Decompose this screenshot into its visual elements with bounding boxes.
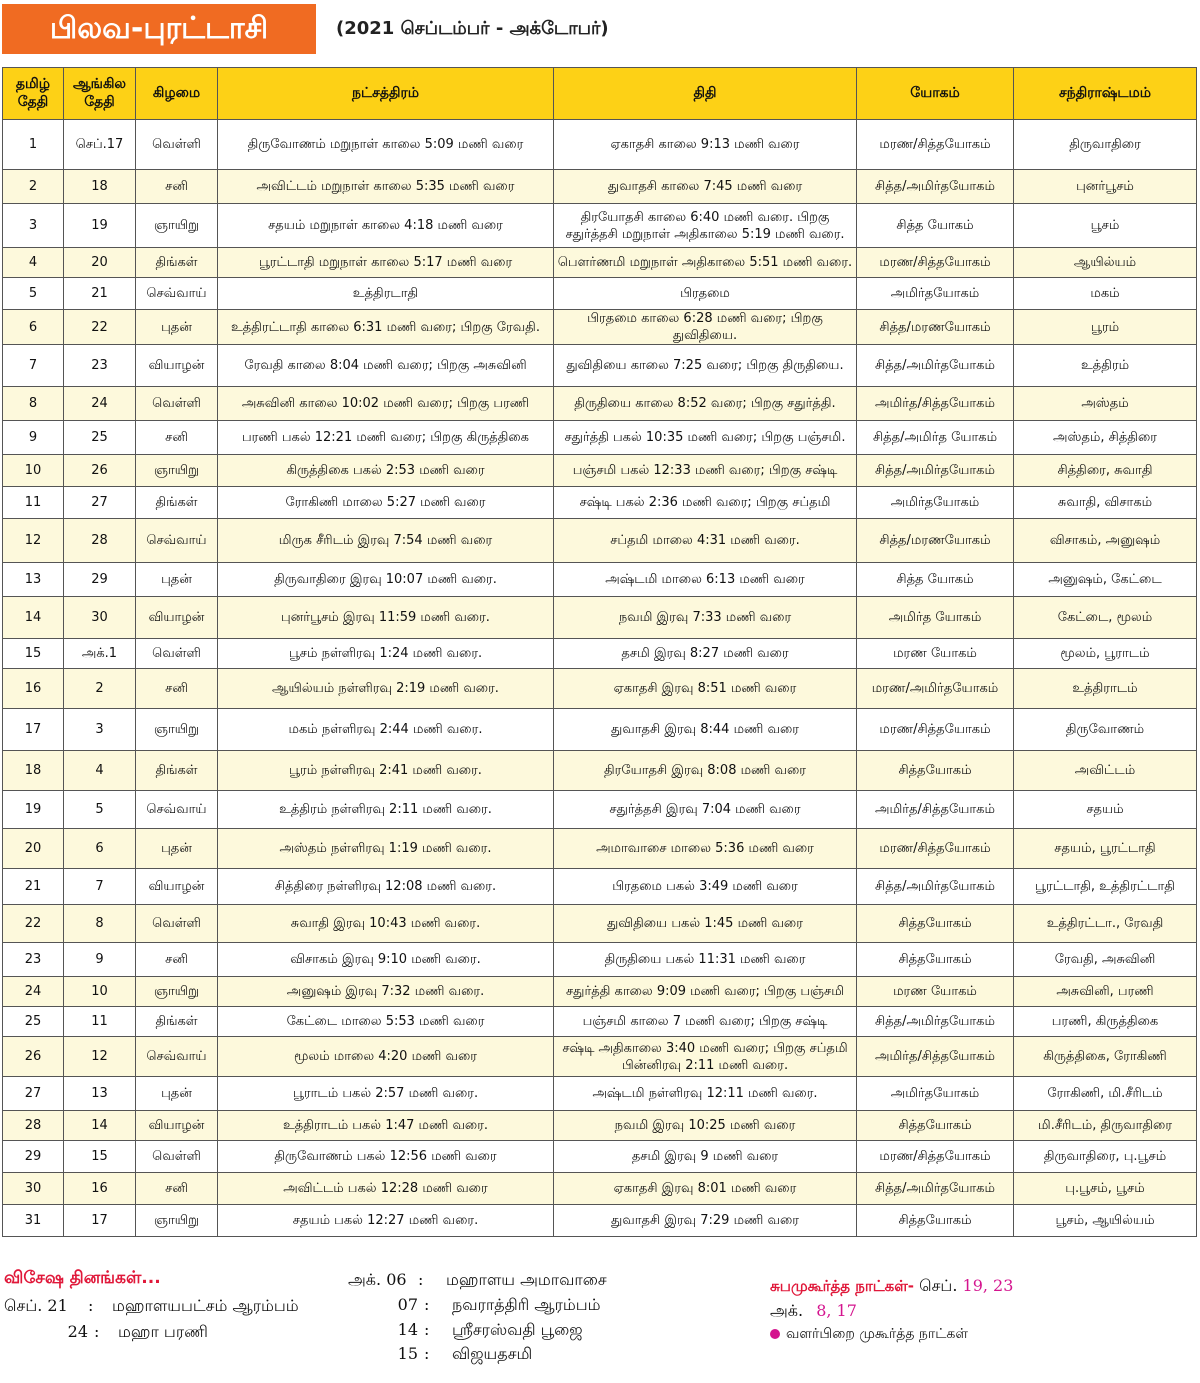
weekday-cell: திங்கள் — [136, 751, 218, 791]
nakshatra-cell: உத்திரட்டாதி காலை 6:31 மணி வரை; பிறகு ரேவதி. — [218, 310, 554, 345]
nakshatra-cell: கேட்டை மாலை 5:53 மணி வரை — [218, 1007, 554, 1037]
weekday-cell: வியாழன் — [136, 1111, 218, 1141]
english-date-cell: 28 — [64, 519, 136, 563]
english-date-cell: 13 — [64, 1077, 136, 1111]
thithi-cell: சஷ்டி அதிகாலை 3:40 மணி வரை; பிறகு சப்தமி பின்னிரவு 2:11 மணி வரை. — [554, 1037, 857, 1077]
tamil-date-cell: 23 — [3, 943, 64, 977]
special-day-event: விஜயதசமி — [452, 1344, 533, 1363]
weekday-cell: திங்கள் — [136, 1007, 218, 1037]
nakshatra-cell: பூரம் நள்ளிரவு 2:41 மணி வரை. — [218, 751, 554, 791]
thithi-cell: பஞ்சமி காலை 7 மணி வரை; பிறகு சஷ்டி — [554, 1007, 857, 1037]
thithi-cell: திரயோதசி காலை 6:40 மணி வரை. பிறகு சதுர்த்தசி மறுநாள் அதிகாலை 5:19 மணி வரை. — [554, 204, 857, 248]
weekday-cell: ஞாயிறு — [136, 709, 218, 751]
yogam-cell: அமிர்த/சித்தயோகம் — [857, 791, 1014, 829]
page-subtitle: (2021 செப்டம்பர் - அக்டோபர்) — [336, 18, 609, 39]
tamil-date-cell: 11 — [3, 487, 64, 519]
tamil-date-cell: 1 — [3, 120, 64, 170]
col-header-chandrashtamam: சந்திராஷ்டமம் — [1014, 68, 1197, 120]
special-day-item — [4, 1322, 208, 1343]
nakshatra-cell: உத்திராடம் பகல் 1:47 மணி வரை. — [218, 1111, 554, 1141]
yogam-cell: அமிர்தயோகம் — [857, 278, 1014, 310]
weekday-cell: புதன் — [136, 829, 218, 869]
nakshatra-cell: சித்திரை நள்ளிரவு 12:08 மணி வரை. — [218, 869, 554, 905]
thithi-cell: துவாதசி இரவு 7:29 மணி வரை — [554, 1205, 857, 1237]
thithi-cell: துவாதசி இரவு 8:44 மணி வரை — [554, 709, 857, 751]
tamil-date-cell: 19 — [3, 791, 64, 829]
chandrashtamam-cell: மி.சீரிடம், திருவாதிரை — [1014, 1111, 1197, 1141]
table-row — [3, 1007, 1197, 1037]
weekday-cell: வெள்ளி — [136, 120, 218, 170]
weekday-cell: ஞாயிறு — [136, 455, 218, 487]
yogam-cell: அமிர்தயோகம் — [857, 1077, 1014, 1111]
tamil-date-cell: 3 — [3, 204, 64, 248]
weekday-cell: செவ்வாய் — [136, 278, 218, 310]
col-header-weekday: கிழமை — [136, 68, 218, 120]
special-day-event: மஹாளய அமாவாசை — [446, 1270, 607, 1289]
table-row — [3, 869, 1197, 905]
table-row — [3, 905, 1197, 943]
thithi-cell: அஷ்டமி நள்ளிரவு 12:11 மணி வரை. — [554, 1077, 857, 1111]
yogam-cell: சித்த/மரணயோகம் — [857, 310, 1014, 345]
table-row — [3, 977, 1197, 1007]
special-day-item — [348, 1270, 607, 1291]
nakshatra-cell: மிருக சீரிடம் இரவு 7:54 மணி வரை — [218, 519, 554, 563]
chandrashtamam-cell: மூலம், பூராடம் — [1014, 639, 1197, 669]
chandrashtamam-cell: விசாகம், அனுஷம் — [1014, 519, 1197, 563]
muhurtham-oct-label: அக். — [770, 1301, 804, 1320]
english-date-cell: 12 — [64, 1037, 136, 1077]
weekday-cell: புதன் — [136, 310, 218, 345]
chandrashtamam-cell: பரணி, கிருத்திகை — [1014, 1007, 1197, 1037]
weekday-cell: புதன் — [136, 1077, 218, 1111]
special-day-item — [348, 1320, 583, 1341]
english-date-cell: 21 — [64, 278, 136, 310]
yogam-cell: சித்த/அமிர்தயோகம் — [857, 170, 1014, 204]
weekday-cell: ஞாயிறு — [136, 1205, 218, 1237]
table-row — [3, 170, 1197, 204]
yogam-cell: சித்த/அமிர்தயோகம் — [857, 345, 1014, 387]
yogam-cell: சித்த யோகம் — [857, 204, 1014, 248]
nakshatra-cell: திருவாதிரை இரவு 10:07 மணி வரை. — [218, 563, 554, 597]
special-day-date: அக். 06 — [348, 1270, 407, 1289]
table-row — [3, 791, 1197, 829]
chandrashtamam-cell: அசுவினி, பரணி — [1014, 977, 1197, 1007]
special-day-date: 24 — [67, 1322, 88, 1341]
legend-label: வளர்பிறை முகூர்த்த நாட்கள் — [786, 1326, 968, 1342]
thithi-cell: திரயோதசி இரவு 8:08 மணி வரை — [554, 751, 857, 791]
tamil-date-cell: 2 — [3, 170, 64, 204]
legend — [770, 1326, 968, 1344]
nakshatra-cell: உத்திரம் நள்ளிரவு 2:11 மணி வரை. — [218, 791, 554, 829]
table-row — [3, 487, 1197, 519]
nakshatra-cell: அஸ்தம் நள்ளிரவு 1:19 மணி வரை. — [218, 829, 554, 869]
weekday-cell: வெள்ளி — [136, 905, 218, 943]
chandrashtamam-cell: உத்திரட்டா., ரேவதி — [1014, 905, 1197, 943]
tamil-date-cell: 8 — [3, 387, 64, 421]
english-date-cell: அக்.1 — [64, 639, 136, 669]
yogam-cell: அமிர்த/சித்தயோகம் — [857, 1037, 1014, 1077]
chandrashtamam-cell: பு.பூசம், பூசம் — [1014, 1173, 1197, 1205]
chandrashtamam-cell: ஆயில்யம் — [1014, 248, 1197, 278]
table-row — [3, 204, 1197, 248]
thithi-cell: பிரதமை பகல் 3:49 மணி வரை — [554, 869, 857, 905]
chandrashtamam-cell: திருவாதிரை — [1014, 120, 1197, 170]
english-date-cell: 4 — [64, 751, 136, 791]
table-row — [3, 943, 1197, 977]
tamil-date-cell: 16 — [3, 669, 64, 709]
special-day-sep: : — [424, 1320, 430, 1339]
chandrashtamam-cell: அஸ்தம், சித்திரை — [1014, 421, 1197, 455]
special-day-date: 15 — [397, 1344, 418, 1363]
tamil-date-cell: 5 — [3, 278, 64, 310]
col-header-english-date: ஆங்கில தேதி — [64, 68, 136, 120]
english-date-cell: 18 — [64, 170, 136, 204]
weekday-cell: சனி — [136, 669, 218, 709]
weekday-cell: சனி — [136, 1173, 218, 1205]
nakshatra-cell: பூரட்டாதி மறுநாள் காலை 5:17 மணி வரை — [218, 248, 554, 278]
table-row — [3, 1037, 1197, 1077]
thithi-cell: திருதியை காலை 8:52 வரை; பிறகு சதுர்த்தி. — [554, 387, 857, 421]
nakshatra-cell: பரணி பகல் 12:21 மணி வரை; பிறகு கிருத்திகை — [218, 421, 554, 455]
special-day-item — [4, 1296, 299, 1317]
special-days-heading: விசேஷ தினங்கள்... — [4, 1268, 161, 1288]
yogam-cell: மரண/சித்தயோகம் — [857, 248, 1014, 278]
tamil-date-cell: 6 — [3, 310, 64, 345]
tamil-date-cell: 14 — [3, 597, 64, 639]
chandrashtamam-cell: திருவாதிரை, பு.பூசம் — [1014, 1141, 1197, 1173]
weekday-cell: வியாழன் — [136, 345, 218, 387]
nakshatra-cell: சதயம் மறுநாள் காலை 4:18 மணி வரை — [218, 204, 554, 248]
yogam-cell: அமிர்தயோகம் — [857, 487, 1014, 519]
table-row — [3, 709, 1197, 751]
col-header-nakshatra: நட்சத்திரம் — [218, 68, 554, 120]
english-date-cell: 15 — [64, 1141, 136, 1173]
muhurtham-heading: சுபமுகூர்த்த நாட்கள்- — [770, 1277, 915, 1295]
chandrashtamam-cell: பூசம் — [1014, 204, 1197, 248]
chandrashtamam-cell: சுவாதி, விசாகம் — [1014, 487, 1197, 519]
tamil-date-cell: 12 — [3, 519, 64, 563]
chandrashtamam-cell: அனுஷம், கேட்டை — [1014, 563, 1197, 597]
weekday-cell: செவ்வாய் — [136, 791, 218, 829]
tamil-date-cell: 31 — [3, 1205, 64, 1237]
table-row — [3, 120, 1197, 170]
thithi-cell: நவமி இரவு 7:33 மணி வரை — [554, 597, 857, 639]
english-date-cell: 23 — [64, 345, 136, 387]
yogam-cell: மரண/சித்தயோகம் — [857, 829, 1014, 869]
footer — [0, 1264, 1200, 1383]
thithi-cell: துவிதியை காலை 7:25 வரை; பிறகு திருதியை. — [554, 345, 857, 387]
nakshatra-cell: உத்திரடாதி — [218, 278, 554, 310]
english-date-cell: 14 — [64, 1111, 136, 1141]
english-date-cell: 7 — [64, 869, 136, 905]
yogam-cell: சித்தயோகம் — [857, 1111, 1014, 1141]
table-row — [3, 1111, 1197, 1141]
table-row — [3, 1077, 1197, 1111]
weekday-cell: திங்கள் — [136, 248, 218, 278]
thithi-cell: தசமி இரவு 9 மணி வரை — [554, 1141, 857, 1173]
thithi-cell: துவிதியை பகல் 1:45 மணி வரை — [554, 905, 857, 943]
nakshatra-cell: ஆயில்யம் நள்ளிரவு 2:19 மணி வரை. — [218, 669, 554, 709]
table-row — [3, 421, 1197, 455]
special-day-sep: : — [418, 1270, 424, 1289]
special-day-event: மஹா பரணி — [118, 1322, 208, 1341]
table-row — [3, 310, 1197, 345]
nakshatra-cell: புனர்பூசம் இரவு 11:59 மணி வரை. — [218, 597, 554, 639]
muhurtham-oct-line — [770, 1301, 857, 1322]
weekday-cell: வியாழன் — [136, 869, 218, 905]
nakshatra-cell: மூலம் மாலை 4:20 மணி வரை — [218, 1037, 554, 1077]
table-row — [3, 278, 1197, 310]
table-row — [3, 387, 1197, 421]
english-date-cell: 30 — [64, 597, 136, 639]
nakshatra-cell: சதயம் பகல் 12:27 மணி வரை. — [218, 1205, 554, 1237]
weekday-cell: சனி — [136, 421, 218, 455]
chandrashtamam-cell: சதயம் — [1014, 791, 1197, 829]
weekday-cell: வெள்ளி — [136, 387, 218, 421]
weekday-cell: செவ்வாய் — [136, 519, 218, 563]
yogam-cell: மரண/சித்தயோகம் — [857, 120, 1014, 170]
yogam-cell: அமிர்த/சித்தயோகம் — [857, 387, 1014, 421]
english-date-cell: 20 — [64, 248, 136, 278]
thithi-cell: பௌர்ணமி மறுநாள் அதிகாலை 5:51 மணி வரை. — [554, 248, 857, 278]
pink-dot-icon — [770, 1329, 780, 1339]
muhurtham-sep-days: 19, 23 — [962, 1276, 1014, 1295]
table-row — [3, 519, 1197, 563]
weekday-cell: வெள்ளி — [136, 639, 218, 669]
thithi-cell: தசமி இரவு 8:27 மணி வரை — [554, 639, 857, 669]
chandrashtamam-cell: கிருத்திகை, ரோகிணி — [1014, 1037, 1197, 1077]
nakshatra-cell: விசாகம் இரவு 9:10 மணி வரை. — [218, 943, 554, 977]
special-day-sep: : — [88, 1296, 94, 1315]
chandrashtamam-cell: ரோகிணி, மி.சீரிடம் — [1014, 1077, 1197, 1111]
english-date-cell: 24 — [64, 387, 136, 421]
english-date-cell: 6 — [64, 829, 136, 869]
special-day-sep: : — [94, 1322, 100, 1341]
english-date-cell: 16 — [64, 1173, 136, 1205]
yogam-cell: மரண யோகம் — [857, 639, 1014, 669]
tamil-date-cell: 28 — [3, 1111, 64, 1141]
yogam-cell: சித்த யோகம் — [857, 563, 1014, 597]
table-row — [3, 1205, 1197, 1237]
english-date-cell: 29 — [64, 563, 136, 597]
muhurtham-sep-line — [770, 1276, 1013, 1297]
thithi-cell: சப்தமி மாலை 4:31 மணி வரை. — [554, 519, 857, 563]
nakshatra-cell: திருவோணம் பகல் 12:56 மணி வரை — [218, 1141, 554, 1173]
english-date-cell: 26 — [64, 455, 136, 487]
english-date-cell: செப்.17 — [64, 120, 136, 170]
chandrashtamam-cell: உத்திராடம் — [1014, 669, 1197, 709]
weekday-cell: சனி — [136, 943, 218, 977]
yogam-cell: மரண/சித்தயோகம் — [857, 1141, 1014, 1173]
yogam-cell: அமிர்த யோகம் — [857, 597, 1014, 639]
special-day-date: 07 — [397, 1295, 418, 1314]
chandrashtamam-cell: பூரம் — [1014, 310, 1197, 345]
thithi-cell: சதுர்த்தசி இரவு 7:04 மணி வரை — [554, 791, 857, 829]
nakshatra-cell: ரேவதி காலை 8:04 மணி வரை; பிறகு அசுவினி — [218, 345, 554, 387]
yogam-cell: சித்த/அமிர்தயோகம் — [857, 1007, 1014, 1037]
english-date-cell: 3 — [64, 709, 136, 751]
tamil-date-cell: 25 — [3, 1007, 64, 1037]
chandrashtamam-cell: பூசம், ஆயில்யம் — [1014, 1205, 1197, 1237]
nakshatra-cell: திருவோணம் மறுநாள் காலை 5:09 மணி வரை — [218, 120, 554, 170]
nakshatra-cell: அனுஷம் இரவு 7:32 மணி வரை. — [218, 977, 554, 1007]
table-row — [3, 597, 1197, 639]
special-day-item — [348, 1295, 601, 1316]
chandrashtamam-cell: புனர்பூசம் — [1014, 170, 1197, 204]
weekday-cell: திங்கள் — [136, 487, 218, 519]
thithi-cell: சதுர்த்தி காலை 9:09 மணி வரை; பிறகு பஞ்சமி — [554, 977, 857, 1007]
tamil-date-cell: 7 — [3, 345, 64, 387]
thithi-cell: அஷ்டமி மாலை 6:13 மணி வரை — [554, 563, 857, 597]
col-header-yogam: யோகம் — [857, 68, 1014, 120]
tamil-date-cell: 22 — [3, 905, 64, 943]
table-row — [3, 455, 1197, 487]
tamil-date-cell: 29 — [3, 1141, 64, 1173]
english-date-cell: 8 — [64, 905, 136, 943]
chandrashtamam-cell: கேட்டை, மூலம் — [1014, 597, 1197, 639]
table-row — [3, 1141, 1197, 1173]
special-day-date: 14 — [397, 1320, 418, 1339]
tamil-date-cell: 27 — [3, 1077, 64, 1111]
weekday-cell: ஞாயிறு — [136, 204, 218, 248]
muhurtham-oct-days: 8, 17 — [816, 1301, 857, 1320]
chandrashtamam-cell: சதயம், பூரட்டாதி — [1014, 829, 1197, 869]
thithi-cell: பிரதமை காலை 6:28 மணி வரை; பிறகு துவிதியை. — [554, 310, 857, 345]
special-day-date: செப். 21 — [4, 1296, 68, 1315]
special-day-sep: : — [424, 1295, 430, 1314]
thithi-cell: பிரதமை — [554, 278, 857, 310]
tamil-date-cell: 15 — [3, 639, 64, 669]
yogam-cell: சித்த/மரணயோகம் — [857, 519, 1014, 563]
english-date-cell: 25 — [64, 421, 136, 455]
tamil-date-cell: 18 — [3, 751, 64, 791]
yogam-cell: சித்த/அமிர்தயோகம் — [857, 869, 1014, 905]
english-date-cell: 27 — [64, 487, 136, 519]
english-date-cell: 17 — [64, 1205, 136, 1237]
weekday-cell: செவ்வாய் — [136, 1037, 218, 1077]
tamil-date-cell: 4 — [3, 248, 64, 278]
table-row — [3, 669, 1197, 709]
yogam-cell: சித்தயோகம் — [857, 751, 1014, 791]
table-row — [3, 563, 1197, 597]
english-date-cell: 5 — [64, 791, 136, 829]
thithi-cell: ஏகாதசி இரவு 8:01 மணி வரை — [554, 1173, 857, 1205]
col-header-tamil-date: தமிழ் தேதி — [3, 68, 64, 120]
nakshatra-cell: அவிட்டம் மறுநாள் காலை 5:35 மணி வரை — [218, 170, 554, 204]
english-date-cell: 2 — [64, 669, 136, 709]
weekday-cell: சனி — [136, 170, 218, 204]
yogam-cell: சித்தயோகம் — [857, 905, 1014, 943]
thithi-cell: சஷ்டி பகல் 2:36 மணி வரை; பிறகு சப்தமி — [554, 487, 857, 519]
nakshatra-cell: சுவாதி இரவு 10:43 மணி வரை. — [218, 905, 554, 943]
yogam-cell: சித்த/அமிர்தயோகம் — [857, 1173, 1014, 1205]
special-day-event: ஸ்ரீசரஸ்வதி பூஜை — [452, 1320, 583, 1339]
english-date-cell: 11 — [64, 1007, 136, 1037]
nakshatra-cell: ரோகிணி மாலை 5:27 மணி வரை — [218, 487, 554, 519]
table-header-row — [3, 68, 1197, 120]
tamil-date-cell: 17 — [3, 709, 64, 751]
chandrashtamam-cell: பூரட்டாதி, உத்திரட்டாதி — [1014, 869, 1197, 905]
table-row — [3, 1173, 1197, 1205]
special-day-event: மஹாளயபட்சம் ஆரம்பம் — [112, 1296, 299, 1315]
yogam-cell: சித்தயோகம் — [857, 943, 1014, 977]
thithi-cell: நவமி இரவு 10:25 மணி வரை — [554, 1111, 857, 1141]
thithi-cell: திருதியை பகல் 11:31 மணி வரை — [554, 943, 857, 977]
thithi-cell: ஏகாதசி இரவு 8:51 மணி வரை — [554, 669, 857, 709]
nakshatra-cell: அசுவினி காலை 10:02 மணி வரை; பிறகு பரணி — [218, 387, 554, 421]
english-date-cell: 19 — [64, 204, 136, 248]
chandrashtamam-cell: உத்திரம் — [1014, 345, 1197, 387]
nakshatra-cell: மகம் நள்ளிரவு 2:44 மணி வரை. — [218, 709, 554, 751]
weekday-cell: ஞாயிறு — [136, 977, 218, 1007]
table-row — [3, 751, 1197, 791]
english-date-cell: 9 — [64, 943, 136, 977]
english-date-cell: 10 — [64, 977, 136, 1007]
tamil-date-cell: 13 — [3, 563, 64, 597]
yogam-cell: மரண யோகம் — [857, 977, 1014, 1007]
nakshatra-cell: கிருத்திகை பகல் 2:53 மணி வரை — [218, 455, 554, 487]
yogam-cell: சித்த/அமிர்தயோகம் — [857, 455, 1014, 487]
weekday-cell: புதன் — [136, 563, 218, 597]
chandrashtamam-cell: மகம் — [1014, 278, 1197, 310]
thithi-cell: துவாதசி காலை 7:45 மணி வரை — [554, 170, 857, 204]
tamil-date-cell: 30 — [3, 1173, 64, 1205]
special-day-sep: : — [424, 1344, 430, 1363]
nakshatra-cell: பூசம் நள்ளிரவு 1:24 மணி வரை. — [218, 639, 554, 669]
panchangam-table — [2, 67, 1197, 1237]
table-row — [3, 345, 1197, 387]
thithi-cell: அமாவாசை மாலை 5:36 மணி வரை — [554, 829, 857, 869]
nakshatra-cell: அவிட்டம் பகல் 12:28 மணி வரை — [218, 1173, 554, 1205]
tamil-date-cell: 21 — [3, 869, 64, 905]
thithi-cell: பஞ்சமி பகல் 12:33 மணி வரை; பிறகு சஷ்டி — [554, 455, 857, 487]
tamil-date-cell: 26 — [3, 1037, 64, 1077]
tamil-date-cell: 9 — [3, 421, 64, 455]
tamil-date-cell: 24 — [3, 977, 64, 1007]
table-row — [3, 248, 1197, 278]
table-row — [3, 639, 1197, 669]
chandrashtamam-cell: அவிட்டம் — [1014, 751, 1197, 791]
thithi-cell: ஏகாதசி காலை 9:13 மணி வரை — [554, 120, 857, 170]
special-day-event: நவராத்திரி ஆரம்பம் — [452, 1295, 601, 1314]
chandrashtamam-cell: திருவோணம் — [1014, 709, 1197, 751]
yogam-cell: மரண/அமிர்தயோகம் — [857, 669, 1014, 709]
table-row — [3, 829, 1197, 869]
col-header-thithi: திதி — [554, 68, 857, 120]
tamil-date-cell: 10 — [3, 455, 64, 487]
yogam-cell: சித்தயோகம் — [857, 1205, 1014, 1237]
chandrashtamam-cell: ரேவதி, அசுவினி — [1014, 943, 1197, 977]
chandrashtamam-cell: சித்திரை, சுவாதி — [1014, 455, 1197, 487]
page-title: பிலவ-புரட்டாசி — [2, 4, 316, 54]
special-day-item — [348, 1344, 532, 1365]
yogam-cell: சித்த/அமிர்த யோகம் — [857, 421, 1014, 455]
weekday-cell: வியாழன் — [136, 597, 218, 639]
tamil-date-cell: 20 — [3, 829, 64, 869]
chandrashtamam-cell: அஸ்தம் — [1014, 387, 1197, 421]
nakshatra-cell: பூராடம் பகல் 2:57 மணி வரை. — [218, 1077, 554, 1111]
weekday-cell: வெள்ளி — [136, 1141, 218, 1173]
muhurtham-sep-label: செப். — [919, 1276, 958, 1295]
thithi-cell: சதுர்த்தி பகல் 10:35 மணி வரை; பிறகு பஞ்சமி. — [554, 421, 857, 455]
yogam-cell: மரண/சித்தயோகம் — [857, 709, 1014, 751]
english-date-cell: 22 — [64, 310, 136, 345]
